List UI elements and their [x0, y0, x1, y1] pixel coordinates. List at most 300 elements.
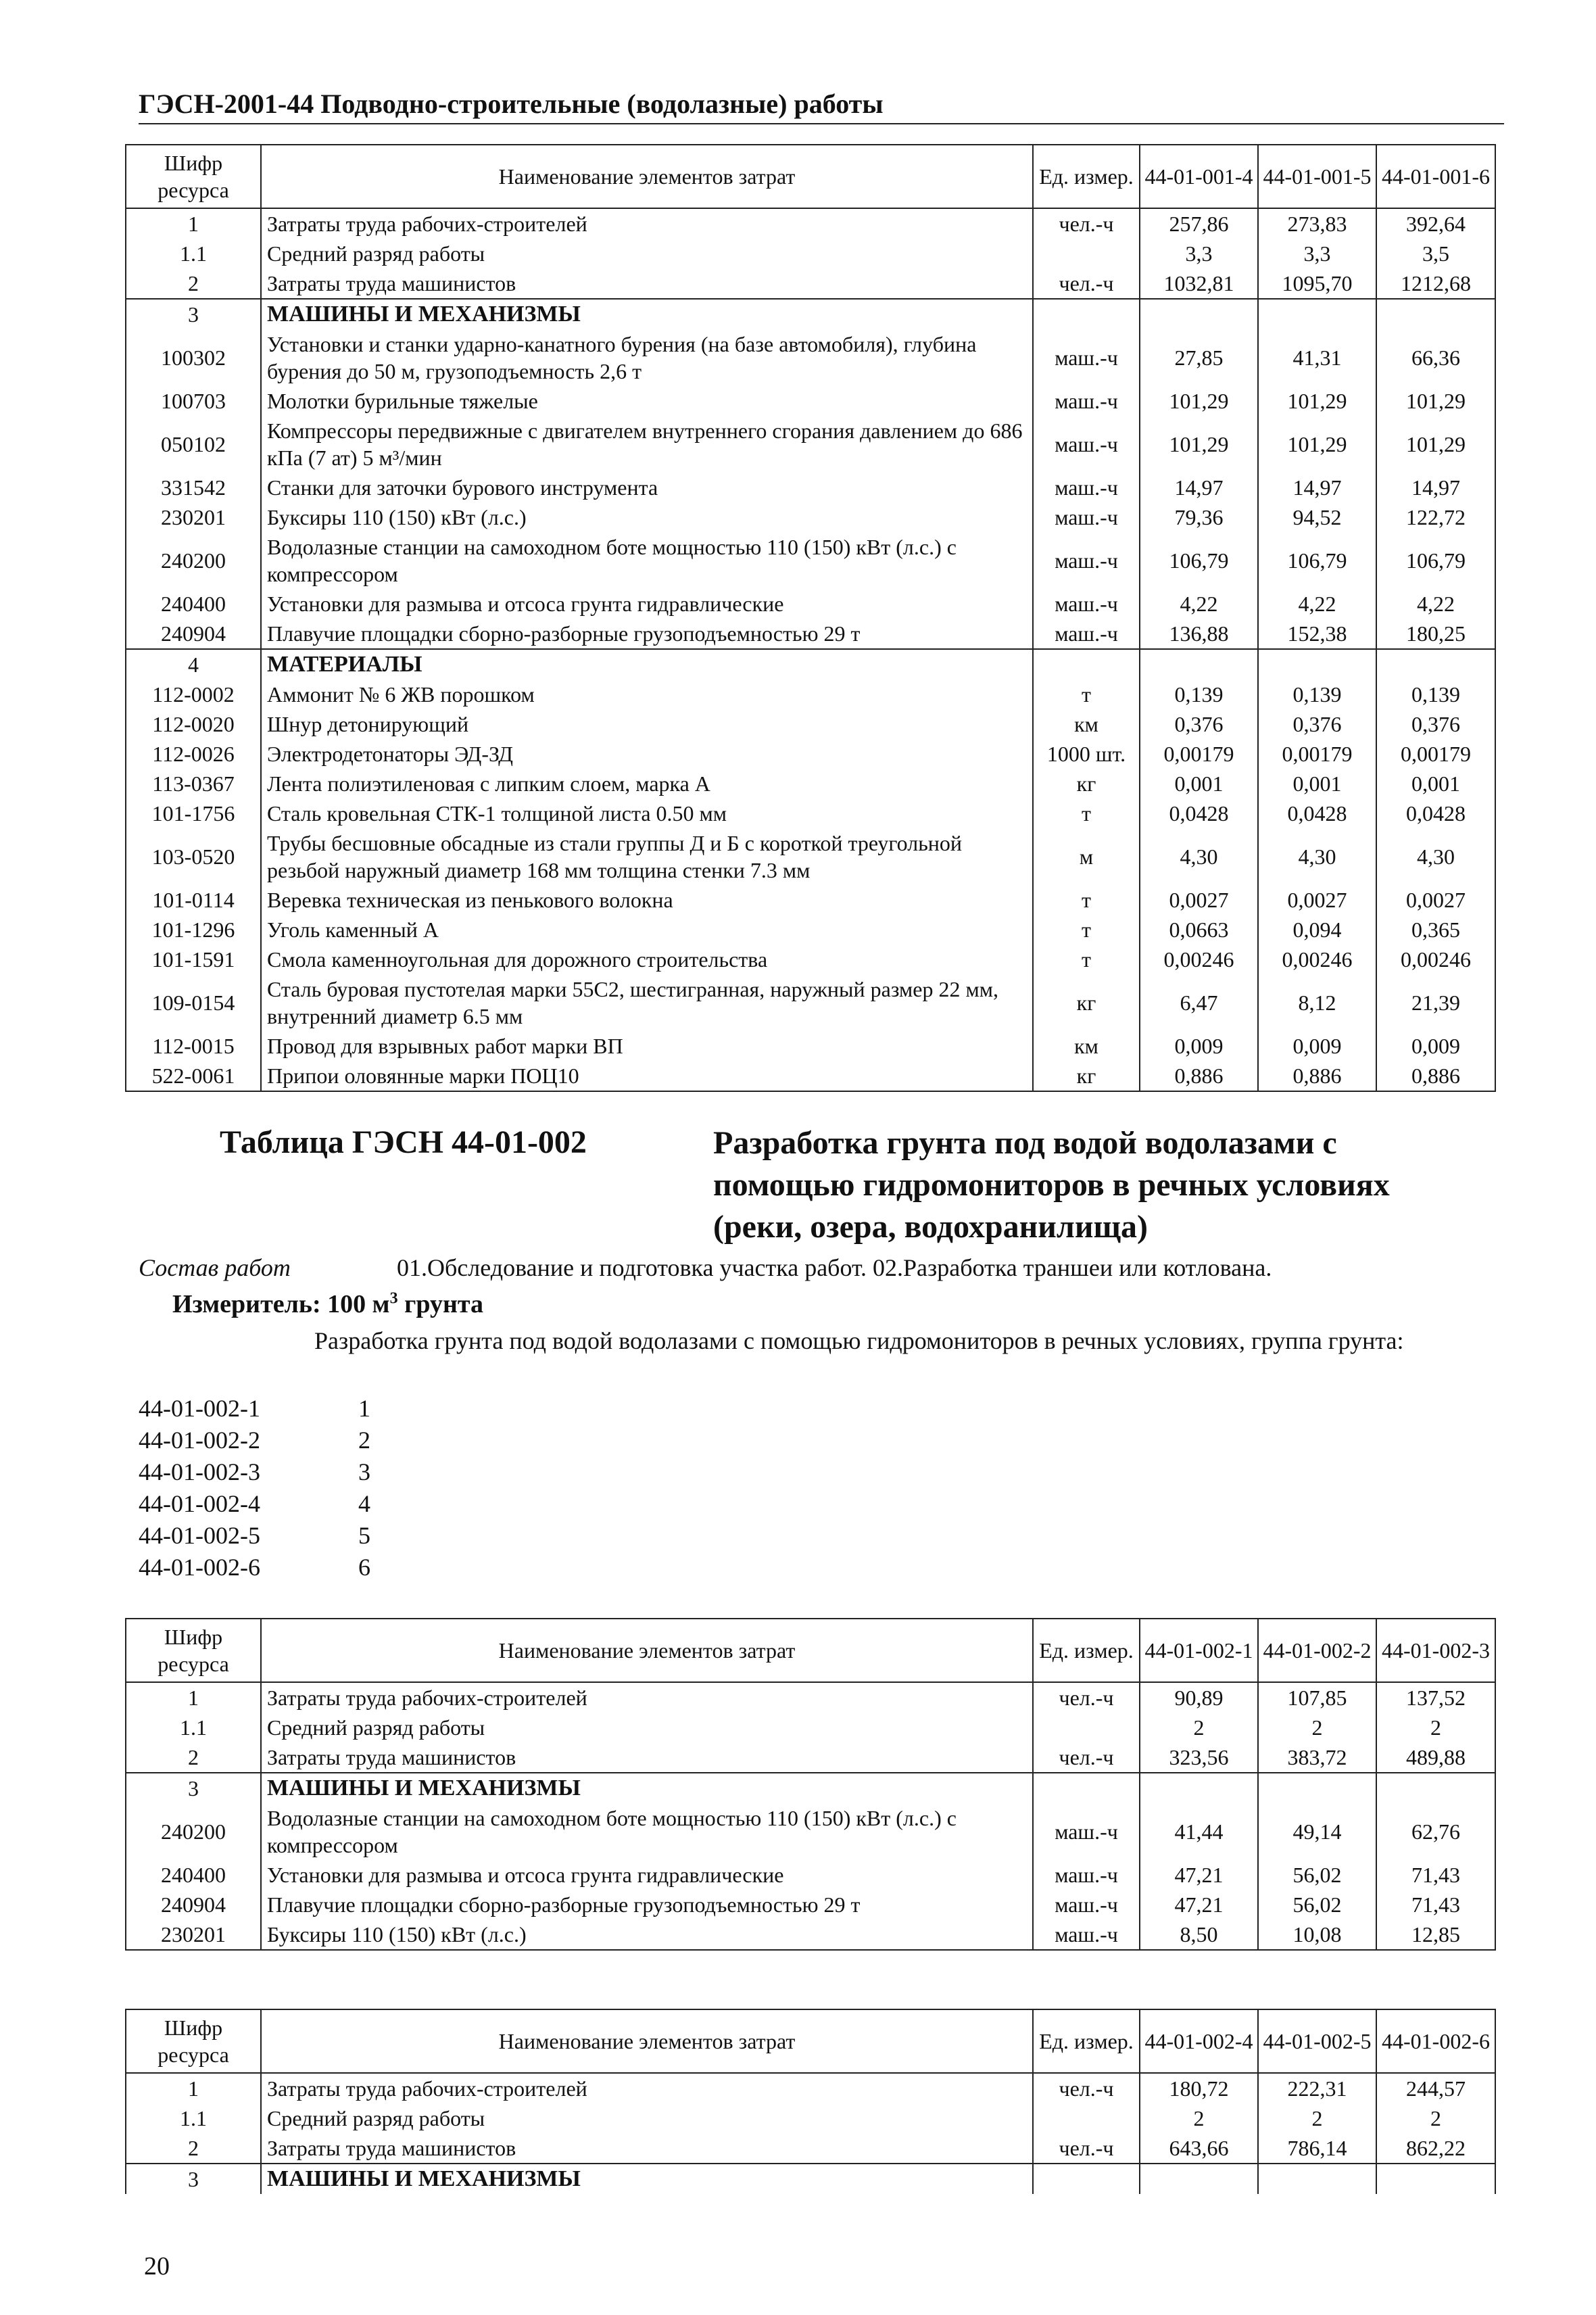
cell-code: 331542 — [126, 473, 261, 502]
table-row — [126, 945, 1495, 974]
header-code: Шифр ресурса — [126, 1619, 261, 1682]
cell-name: Сталь буровая пустотелая марки 55С2, шестигранная, наружный размер 22 мм, внутренний диаметр 6.5 мм — [261, 974, 1033, 1031]
cell-value-3: 0,00246 — [1376, 945, 1495, 974]
cell-code: 050102 — [126, 416, 261, 473]
cell-value-3: 4,30 — [1376, 828, 1495, 885]
cell-value-3: 62,76 — [1376, 1803, 1495, 1860]
cell-value-2 — [1258, 1773, 1376, 1803]
variant-code: 44-01-002-3 — [139, 1458, 260, 1485]
cell-value-2: 94,52 — [1258, 502, 1376, 532]
cell-code: 240904 — [126, 619, 261, 649]
cell-value-3: 0,376 — [1376, 709, 1495, 739]
cell-code: 101-0114 — [126, 885, 261, 915]
cell-name: Лента полиэтиленовая с липким слоем, марка А — [261, 769, 1033, 798]
cell-value-3: 0,00179 — [1376, 739, 1495, 769]
cell-code: 4 — [126, 649, 261, 679]
resource-table-002a — [125, 1618, 1496, 1951]
cell-name: Затраты труда машинистов — [261, 268, 1033, 299]
header-unit: Ед. измер. — [1033, 145, 1140, 208]
cell-value-2: 3,3 — [1258, 239, 1376, 268]
cell-unit: чел.-ч — [1033, 2133, 1140, 2164]
cell-name: Станки для заточки бурового инструмента — [261, 473, 1033, 502]
cell-name: Буксиры 110 (150) кВт (л.с.) — [261, 502, 1033, 532]
resource-table-001 — [125, 144, 1496, 1092]
cell-value-3: 0,139 — [1376, 679, 1495, 709]
table-row — [126, 2103, 1495, 2133]
variant-group: 2 — [358, 1427, 370, 1454]
cell-unit — [1033, 299, 1140, 329]
cell-value-1: 643,66 — [1140, 2133, 1258, 2164]
cell-value-3: 137,52 — [1376, 1682, 1495, 1713]
cell-value-1: 79,36 — [1140, 502, 1258, 532]
cell-unit: маш.-ч — [1033, 329, 1140, 386]
cell-value-2: 4,22 — [1258, 589, 1376, 619]
cell-value-2: 0,00246 — [1258, 945, 1376, 974]
cell-unit: км — [1033, 1031, 1140, 1061]
cell-unit — [1033, 649, 1140, 679]
cell-unit: чел.-ч — [1033, 268, 1140, 299]
header-unit: Ед. измер. — [1033, 1619, 1140, 1682]
header-name: Наименование элементов затрат — [261, 2009, 1033, 2073]
cell-code: 1.1 — [126, 239, 261, 268]
table-row — [126, 268, 1495, 299]
cell-value-2: 10,08 — [1258, 1919, 1376, 1950]
cell-value-1: 0,376 — [1140, 709, 1258, 739]
table-row — [126, 679, 1495, 709]
cell-code: 1 — [126, 208, 261, 239]
cell-value-1: 323,56 — [1140, 1742, 1258, 1773]
cell-unit: маш.-ч — [1033, 532, 1140, 589]
table-row — [126, 1713, 1495, 1742]
variant-group: 1 — [358, 1395, 370, 1422]
table-row — [126, 828, 1495, 885]
cell-value-1 — [1140, 299, 1258, 329]
cell-value-3: 0,0428 — [1376, 798, 1495, 828]
table-row — [126, 974, 1495, 1031]
cell-name: Установки для размыва и отсоса грунта гидравлические — [261, 1860, 1033, 1890]
cell-unit: м — [1033, 828, 1140, 885]
header-col2: 44-01-002-5 — [1258, 2009, 1376, 2073]
cell-value-1: 1032,81 — [1140, 268, 1258, 299]
cell-unit — [1033, 239, 1140, 268]
table-title: Разработка грунта под водой водолазами с помощью гидромониторов в речных условиях (реки, озера, водохранилища) — [713, 1125, 1390, 1245]
cell-value-1: 0,001 — [1140, 769, 1258, 798]
cell-value-3: 101,29 — [1376, 386, 1495, 416]
cell-value-2 — [1258, 2164, 1376, 2194]
header-col1: 44-01-001-4 — [1140, 145, 1258, 208]
cell-value-2: 1095,70 — [1258, 268, 1376, 299]
header-col2: 44-01-001-5 — [1258, 145, 1376, 208]
table-header-row — [126, 2009, 1495, 2073]
cell-code: 3 — [126, 2164, 261, 2194]
table-header-row — [126, 1619, 1495, 1682]
cell-value-1: 41,44 — [1140, 1803, 1258, 1860]
cell-value-3: 21,39 — [1376, 974, 1495, 1031]
cell-code: 112-0002 — [126, 679, 261, 709]
cell-value-3: 12,85 — [1376, 1919, 1495, 1950]
cell-code: 109-0154 — [126, 974, 261, 1031]
cell-value-1: 0,0428 — [1140, 798, 1258, 828]
cell-code: 1.1 — [126, 2103, 261, 2133]
table-row — [126, 1682, 1495, 1713]
cell-code: 112-0020 — [126, 709, 261, 739]
cell-value-3: 0,0027 — [1376, 885, 1495, 915]
cell-name: Провод для взрывных работ марки ВП — [261, 1031, 1033, 1061]
cell-code: 112-0015 — [126, 1031, 261, 1061]
cell-unit: маш.-ч — [1033, 1860, 1140, 1890]
cell-value-2: 2 — [1258, 1713, 1376, 1742]
variant-row — [139, 1393, 370, 1425]
cell-code: 1.1 — [126, 1713, 261, 1742]
cell-code: 2 — [126, 1742, 261, 1773]
variant-row — [139, 1425, 370, 1456]
table-row — [126, 769, 1495, 798]
table-row — [126, 2133, 1495, 2164]
header-col1: 44-01-002-1 — [1140, 1619, 1258, 1682]
cell-name: Молотки бурильные тяжелые — [261, 386, 1033, 416]
variant-group: 4 — [358, 1490, 370, 1517]
header-col2: 44-01-002-2 — [1258, 1619, 1376, 1682]
header-code: Шифр ресурса — [126, 2009, 261, 2073]
resource-table-002b — [125, 2009, 1496, 2194]
cell-value-2: 786,14 — [1258, 2133, 1376, 2164]
cell-value-3: 0,009 — [1376, 1031, 1495, 1061]
cell-unit: маш.-ч — [1033, 386, 1140, 416]
cell-name: Затраты труда рабочих-строителей — [261, 2073, 1033, 2103]
cell-value-2: 14,97 — [1258, 473, 1376, 502]
cell-code: 100703 — [126, 386, 261, 416]
cell-unit: т — [1033, 679, 1140, 709]
meter-tail: грунта — [397, 1290, 483, 1318]
cell-value-1: 0,009 — [1140, 1031, 1258, 1061]
cell-value-3: 1212,68 — [1376, 268, 1495, 299]
cell-value-2: 56,02 — [1258, 1860, 1376, 1890]
cell-value-3 — [1376, 1773, 1495, 1803]
variant-group: 5 — [358, 1522, 370, 1549]
cell-value-2 — [1258, 649, 1376, 679]
cell-value-2: 0,886 — [1258, 1061, 1376, 1091]
table-row — [126, 1890, 1495, 1919]
cell-value-1: 47,21 — [1140, 1860, 1258, 1890]
cell-unit: т — [1033, 945, 1140, 974]
cell-value-1 — [1140, 649, 1258, 679]
section-row — [126, 299, 1495, 329]
cell-value-3: 71,43 — [1376, 1890, 1495, 1919]
cell-value-3: 106,79 — [1376, 532, 1495, 589]
variant-row — [139, 1552, 370, 1583]
cell-code: 230201 — [126, 502, 261, 532]
table-row — [126, 532, 1495, 589]
cell-unit: чел.-ч — [1033, 2073, 1140, 2103]
cell-name: МАТЕРИАЛЫ — [261, 649, 1033, 679]
section-row — [126, 2164, 1495, 2194]
cell-value-1: 0,139 — [1140, 679, 1258, 709]
cell-value-1: 106,79 — [1140, 532, 1258, 589]
cell-name: Затраты труда рабочих-строителей — [261, 1682, 1033, 1713]
variant-row — [139, 1488, 370, 1520]
table-label: Таблица ГЭСН 44-01-002 — [220, 1124, 587, 1160]
cell-name: Аммонит № 6 ЖВ порошком — [261, 679, 1033, 709]
table-row — [126, 1742, 1495, 1773]
cell-code: 240400 — [126, 589, 261, 619]
cell-unit: чел.-ч — [1033, 1742, 1140, 1773]
work-composition-label: Состав работ — [139, 1254, 291, 1281]
cell-value-1: 136,88 — [1140, 619, 1258, 649]
cell-value-2: 49,14 — [1258, 1803, 1376, 1860]
cell-unit: кг — [1033, 769, 1140, 798]
cell-name: Средний разряд работы — [261, 1713, 1033, 1742]
cell-unit — [1033, 1773, 1140, 1803]
cell-value-3: 244,57 — [1376, 2073, 1495, 2103]
cell-value-3: 0,365 — [1376, 915, 1495, 945]
header-col1: 44-01-002-4 — [1140, 2009, 1258, 2073]
table-row — [126, 473, 1495, 502]
table-row — [126, 915, 1495, 945]
variant-code: 44-01-002-5 — [139, 1522, 260, 1549]
cell-name: Шнур детонирующий — [261, 709, 1033, 739]
cell-unit: маш.-ч — [1033, 502, 1140, 532]
cell-value-2: 0,376 — [1258, 709, 1376, 739]
cell-code: 240904 — [126, 1890, 261, 1919]
cell-name: Смола каменноугольная для дорожного строительства — [261, 945, 1033, 974]
cell-code: 1 — [126, 1682, 261, 1713]
cell-value-3 — [1376, 649, 1495, 679]
table-row — [126, 2073, 1495, 2103]
cell-value-3: 180,25 — [1376, 619, 1495, 649]
cell-value-1: 180,72 — [1140, 2073, 1258, 2103]
cell-value-2: 383,72 — [1258, 1742, 1376, 1773]
cell-value-3: 862,22 — [1376, 2133, 1495, 2164]
cell-value-2: 101,29 — [1258, 386, 1376, 416]
table-row — [126, 1860, 1495, 1890]
cell-value-1: 0,00246 — [1140, 945, 1258, 974]
cell-value-2: 0,001 — [1258, 769, 1376, 798]
cell-value-1: 2 — [1140, 2103, 1258, 2133]
cell-unit: чел.-ч — [1033, 1682, 1140, 1713]
cell-value-3: 2 — [1376, 2103, 1495, 2133]
cell-code: 101-1296 — [126, 915, 261, 945]
work-composition-text: 01.Обследование и подготовка участка работ. 02.Разработка траншеи или котлована. — [397, 1254, 1272, 1281]
variant-group: 3 — [358, 1458, 370, 1485]
variant-row — [139, 1520, 370, 1552]
cell-name: Плавучие площадки сборно-разборные грузоподъемностью 29 т — [261, 1890, 1033, 1919]
cell-name: Сталь кровельная СТК-1 толщиной листа 0.50 мм — [261, 798, 1033, 828]
page-number: 20 — [144, 2252, 170, 2281]
cell-value-2 — [1258, 299, 1376, 329]
cell-value-1: 47,21 — [1140, 1890, 1258, 1919]
cell-value-1: 4,30 — [1140, 828, 1258, 885]
cell-name: Установки для размыва и отсоса грунта гидравлические — [261, 589, 1033, 619]
cell-value-1: 6,47 — [1140, 974, 1258, 1031]
cell-value-1: 0,0663 — [1140, 915, 1258, 945]
cell-unit: т — [1033, 915, 1140, 945]
cell-value-3: 101,29 — [1376, 416, 1495, 473]
section-row — [126, 649, 1495, 679]
cell-code: 240400 — [126, 1860, 261, 1890]
cell-name: Веревка техническая из пенькового волокна — [261, 885, 1033, 915]
cell-code: 112-0026 — [126, 739, 261, 769]
cell-name: Средний разряд работы — [261, 239, 1033, 268]
variant-list — [139, 1393, 370, 1583]
table-row — [126, 619, 1495, 649]
cell-name: МАШИНЫ И МЕХАНИЗМЫ — [261, 2164, 1033, 2194]
cell-value-2: 152,38 — [1258, 619, 1376, 649]
cell-code: 3 — [126, 1773, 261, 1803]
cell-unit: маш.-ч — [1033, 589, 1140, 619]
cell-name: Уголь каменный А — [261, 915, 1033, 945]
cell-value-1 — [1140, 2164, 1258, 2194]
cell-name: Установки и станки ударно-канатного бурения (на базе автомобиля), глубина бурения до 50 м, грузоподъемность 2,6 т — [261, 329, 1033, 386]
cell-value-2: 107,85 — [1258, 1682, 1376, 1713]
cell-value-3: 2 — [1376, 1713, 1495, 1742]
cell-name: Буксиры 110 (150) кВт (л.с.) — [261, 1919, 1033, 1950]
cell-name: МАШИНЫ И МЕХАНИЗМЫ — [261, 1773, 1033, 1803]
cell-unit: маш.-ч — [1033, 619, 1140, 649]
cell-unit: 1000 шт. — [1033, 739, 1140, 769]
cell-name: Водолазные станции на самоходном боте мощностью 110 (150) кВт (л.с.) с компрессором — [261, 532, 1033, 589]
cell-value-2: 273,83 — [1258, 208, 1376, 239]
table-row — [126, 329, 1495, 386]
cell-value-1: 0,0027 — [1140, 885, 1258, 915]
cell-value-3 — [1376, 2164, 1495, 2194]
meter-label: Измеритель: 100 м — [172, 1290, 390, 1318]
table-row — [126, 1803, 1495, 1860]
header-col3: 44-01-002-3 — [1376, 1619, 1495, 1682]
cell-value-1: 2 — [1140, 1713, 1258, 1742]
cell-name: Затраты труда рабочих-строителей — [261, 208, 1033, 239]
cell-value-2: 41,31 — [1258, 329, 1376, 386]
cell-value-3: 14,97 — [1376, 473, 1495, 502]
cell-value-3: 392,64 — [1376, 208, 1495, 239]
cell-unit: т — [1033, 885, 1140, 915]
cell-code: 1 — [126, 2073, 261, 2103]
variant-description: Разработка грунта под водой водолазами с помощью гидромониторов в речных условиях, группа грунта: — [314, 1327, 1404, 1354]
table-row — [126, 1031, 1495, 1061]
header-col3: 44-01-002-6 — [1376, 2009, 1495, 2073]
header-unit: Ед. измер. — [1033, 2009, 1140, 2073]
table-row — [126, 1061, 1495, 1091]
cell-code: 230201 — [126, 1919, 261, 1950]
cell-value-1: 0,886 — [1140, 1061, 1258, 1091]
cell-unit: т — [1033, 798, 1140, 828]
variant-row — [139, 1456, 370, 1488]
cell-unit — [1033, 1713, 1140, 1742]
cell-value-1: 3,3 — [1140, 239, 1258, 268]
table-header-row — [126, 145, 1495, 208]
cell-value-1: 90,89 — [1140, 1682, 1258, 1713]
cell-value-2: 4,30 — [1258, 828, 1376, 885]
variant-code: 44-01-002-4 — [139, 1490, 260, 1517]
cell-unit: кг — [1033, 1061, 1140, 1091]
cell-value-1: 0,00179 — [1140, 739, 1258, 769]
cell-value-1: 101,29 — [1140, 416, 1258, 473]
header-name: Наименование элементов затрат — [261, 145, 1033, 208]
table-row — [126, 589, 1495, 619]
cell-unit: маш.-ч — [1033, 1890, 1140, 1919]
cell-value-2: 222,31 — [1258, 2073, 1376, 2103]
cell-name: Затраты труда машинистов — [261, 1742, 1033, 1773]
cell-name: Трубы бесшовные обсадные из стали группы Д и Б с короткой треугольной резьбой наружный диаметр 168 мм толщина стенки 7.3 мм — [261, 828, 1033, 885]
table-row — [126, 502, 1495, 532]
cell-value-1: 27,85 — [1140, 329, 1258, 386]
table-row — [126, 1919, 1495, 1950]
cell-value-2: 8,12 — [1258, 974, 1376, 1031]
cell-code: 522-0061 — [126, 1061, 261, 1091]
cell-value-2: 0,139 — [1258, 679, 1376, 709]
cell-value-1: 101,29 — [1140, 386, 1258, 416]
cell-name: Припои оловянные марки ПОЦ10 — [261, 1061, 1033, 1091]
cell-value-2: 0,0027 — [1258, 885, 1376, 915]
cell-name: МАШИНЫ И МЕХАНИЗМЫ — [261, 299, 1033, 329]
cell-value-2: 0,00179 — [1258, 739, 1376, 769]
cell-unit — [1033, 2164, 1140, 2194]
cell-value-1: 8,50 — [1140, 1919, 1258, 1950]
cell-name: Плавучие площадки сборно-разборные грузоподъемностью 29 т — [261, 619, 1033, 649]
cell-value-2: 0,094 — [1258, 915, 1376, 945]
cell-code: 103-0520 — [126, 828, 261, 885]
table-row — [126, 885, 1495, 915]
cell-unit: маш.-ч — [1033, 1803, 1140, 1860]
cell-value-2: 0,0428 — [1258, 798, 1376, 828]
cell-value-2: 56,02 — [1258, 1890, 1376, 1919]
cell-code: 101-1756 — [126, 798, 261, 828]
cell-code: 113-0367 — [126, 769, 261, 798]
cell-value-1: 4,22 — [1140, 589, 1258, 619]
table-row — [126, 208, 1495, 239]
cell-value-2: 106,79 — [1258, 532, 1376, 589]
cell-code: 2 — [126, 2133, 261, 2164]
cell-code: 240200 — [126, 1803, 261, 1860]
header-name: Наименование элементов затрат — [261, 1619, 1033, 1682]
cell-value-1: 14,97 — [1140, 473, 1258, 502]
meter-unit — [172, 1288, 483, 1320]
variant-code: 44-01-002-2 — [139, 1427, 260, 1454]
cell-unit: км — [1033, 709, 1140, 739]
cell-name: Электродетонаторы ЭД-ЗД — [261, 739, 1033, 769]
table-row — [126, 239, 1495, 268]
cell-unit — [1033, 2103, 1140, 2133]
cell-value-3: 3,5 — [1376, 239, 1495, 268]
cell-code: 240200 — [126, 532, 261, 589]
table-row — [126, 739, 1495, 769]
cell-name: Затраты труда машинистов — [261, 2133, 1033, 2164]
cell-value-3: 0,886 — [1376, 1061, 1495, 1091]
cell-unit: маш.-ч — [1033, 416, 1140, 473]
cell-unit: чел.-ч — [1033, 208, 1140, 239]
cell-name: Средний разряд работы — [261, 2103, 1033, 2133]
page-header: ГЭСН-2001-44 Подводно-строительные (водолазные) работы — [139, 87, 1504, 124]
cell-name: Компрессоры передвижные с двигателем внутреннего сгорания давлением до 686 кПа (7 ат) 5 м³/мин — [261, 416, 1033, 473]
table-row — [126, 416, 1495, 473]
variant-group: 6 — [358, 1554, 370, 1581]
cell-value-2: 2 — [1258, 2103, 1376, 2133]
cell-value-3: 66,36 — [1376, 329, 1495, 386]
table-row — [126, 798, 1495, 828]
cell-unit: маш.-ч — [1033, 1919, 1140, 1950]
cell-code: 2 — [126, 268, 261, 299]
cell-code: 100302 — [126, 329, 261, 386]
cell-value-2: 0,009 — [1258, 1031, 1376, 1061]
cell-code: 101-1591 — [126, 945, 261, 974]
cell-value-3 — [1376, 299, 1495, 329]
cell-code: 3 — [126, 299, 261, 329]
cell-unit: кг — [1033, 974, 1140, 1031]
cell-value-3: 122,72 — [1376, 502, 1495, 532]
variant-code: 44-01-002-6 — [139, 1554, 260, 1581]
cell-name: Водолазные станции на самоходном боте мощностью 110 (150) кВт (л.с.) с компрессором — [261, 1803, 1033, 1860]
variant-code: 44-01-002-1 — [139, 1395, 260, 1422]
cell-value-3: 71,43 — [1376, 1860, 1495, 1890]
